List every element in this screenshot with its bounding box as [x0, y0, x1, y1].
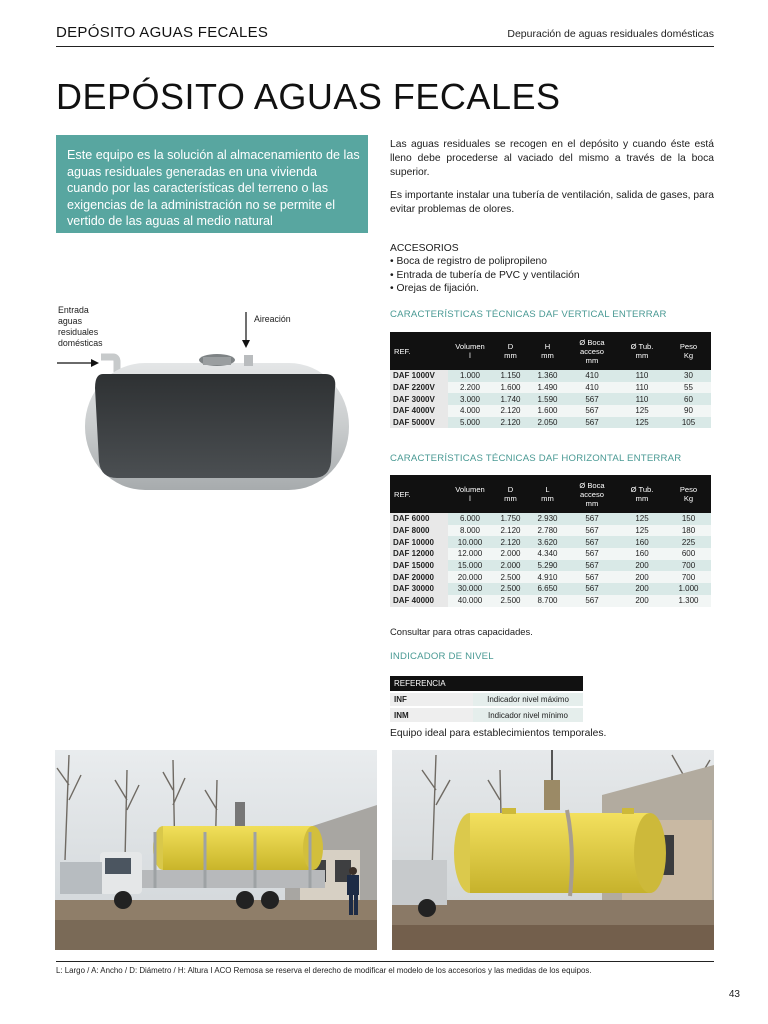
- tank-illustration: [55, 300, 355, 500]
- cell-value: 20.000: [448, 571, 492, 583]
- cell-value: 1.000: [448, 370, 492, 382]
- list-item: • Boca de registro de polipropileno: [390, 255, 714, 269]
- cell-value: 1.590: [529, 393, 566, 405]
- cell-value: 2.930: [529, 513, 566, 525]
- cell-value: 410: [566, 382, 618, 394]
- cell-value: 150: [666, 513, 711, 525]
- cell-value: 125: [618, 417, 666, 429]
- accessories-title: ACCESORIOS: [390, 243, 459, 254]
- cell-value: 567: [566, 393, 618, 405]
- cell-value: 125: [618, 525, 666, 537]
- cell-value: 2.120: [492, 417, 529, 429]
- cell-value: 1.750: [492, 513, 529, 525]
- table-row: [390, 513, 711, 525]
- cell-value: 200: [618, 583, 666, 595]
- cell-value: 4.340: [529, 548, 566, 560]
- cell-value: 1.740: [492, 393, 529, 405]
- horizontal-specs-table: REF. Volumen l D mm L mm Ø Boca acceso mm Ø Tub. mm Peso Kg DAF 6000 6.000 1.750 2.930 567 125 150 DAF 8000 8.000 2.120 2.780 567 125 180 DAF 10000 10.000 2.120 3.620 567 160 225 DAF 12000 12.000 2.000 4.340 567 160 600 DAF 15000 15.000 2.000 5.290 567 200 700 DAF 20000 20.000 2.500 4.910 567 200 700 DAF 30000 30.000 2.500 6.650 567 200 1.000 DAF 40000 40.000 2.500 8.700 567 200 1.300: [390, 475, 711, 607]
- table-row: [390, 382, 711, 394]
- cell-ref: DAF 15000: [390, 560, 448, 572]
- cell-value: 110: [618, 370, 666, 382]
- col-referencia: REFERENCIA: [390, 676, 473, 692]
- cell-value: 160: [618, 536, 666, 548]
- cell-value: 125: [618, 405, 666, 417]
- cell-value: 30.000: [448, 583, 492, 595]
- table-row: [390, 560, 711, 572]
- cell-value: 4.910: [529, 571, 566, 583]
- cell-value: 700: [666, 571, 711, 583]
- cell-value: 410: [566, 370, 618, 382]
- table-row: [390, 370, 711, 382]
- cell-value: 567: [566, 536, 618, 548]
- cell-value: 5.290: [529, 560, 566, 572]
- list-item: • Orejas de fijación.: [390, 282, 714, 296]
- cell-value: 2.120: [492, 525, 529, 537]
- cell-value: 567: [566, 595, 618, 607]
- cell-value: 8.700: [529, 595, 566, 607]
- cell-value: 567: [566, 560, 618, 572]
- table-row: INM Indicador nivel mínimo: [390, 707, 583, 722]
- table-row: [390, 525, 711, 537]
- cell-value: 200: [618, 560, 666, 572]
- table-row: [390, 595, 711, 607]
- table-row: [390, 417, 711, 429]
- cell-value: 4.000: [448, 405, 492, 417]
- cell-ref: DAF 5000V: [390, 417, 448, 429]
- level-indicator-title: INDICADOR DE NIVEL: [390, 651, 494, 662]
- cell-value: 200: [618, 595, 666, 607]
- cell-ref: DAF 6000: [390, 513, 448, 525]
- vertical-table-title: CARACTERÍSTICAS TÉCNICAS DAF VERTICAL ENTERRAR: [390, 309, 667, 320]
- cell-ref: DAF 12000: [390, 548, 448, 560]
- cell-value: 55: [666, 382, 711, 394]
- cell-ref: DAF 30000: [390, 583, 448, 595]
- photo-truck-transport: [55, 750, 377, 950]
- cell-value: 2.500: [492, 571, 529, 583]
- cell-value: 6.000: [448, 513, 492, 525]
- cell-value: 6.650: [529, 583, 566, 595]
- list-item: • Entrada de tubería de PVC y ventilación: [390, 269, 714, 283]
- cell-value: 12.000: [448, 548, 492, 560]
- cell-value: 567: [566, 417, 618, 429]
- cell-value: 180: [666, 525, 711, 537]
- cell-value: 2.000: [492, 548, 529, 560]
- photo-tank-lifting: [392, 750, 714, 950]
- page-title: DEPÓSITO AGUAS FECALES: [56, 76, 561, 117]
- table-row: [390, 583, 711, 595]
- header-divider: [56, 46, 714, 47]
- cell-value: 1.600: [492, 382, 529, 394]
- footnote: L: Largo / A: Ancho / D: Diámetro / H: Altura I ACO Remosa se reserva el derecho de modificar el modelo de los accesorios y las medidas de los equipos.: [56, 966, 592, 975]
- table-row: [390, 536, 711, 548]
- level-note: Equipo ideal para establecimientos temporales.: [390, 728, 607, 739]
- aeration-label: Aireación: [254, 314, 291, 324]
- accessories-list: [390, 255, 714, 296]
- description-paragraph-1: Las aguas residuales se recogen en el depósito y cuando éste está lleno debe procederse al vaciado del mismo a través de la boca superior.: [390, 139, 714, 178]
- cell-value: 15.000: [448, 560, 492, 572]
- cell-value: 2.500: [492, 595, 529, 607]
- cell-value: 2.780: [529, 525, 566, 537]
- cell-value: 2.500: [492, 583, 529, 595]
- cell-ref: DAF 8000: [390, 525, 448, 537]
- cell-value: 567: [566, 583, 618, 595]
- cell-value: 1.000: [666, 583, 711, 595]
- intro-box: [56, 135, 368, 233]
- cell-value: 567: [566, 405, 618, 417]
- cell-value: 5.000: [448, 417, 492, 429]
- cell-ref: DAF 2200V: [390, 382, 448, 394]
- horizontal-table-title: CARACTERÍSTICAS TÉCNICAS DAF HORIZONTAL ENTERRAR: [390, 453, 682, 464]
- cell-value: 2.050: [529, 417, 566, 429]
- cell-value: 1.150: [492, 370, 529, 382]
- cell-value: 90: [666, 405, 711, 417]
- cell-value: 567: [566, 548, 618, 560]
- page-number: 43: [728, 989, 740, 1000]
- cell-ref: DAF 1000V: [390, 370, 448, 382]
- cell-value: 1.490: [529, 382, 566, 394]
- description-paragraph-2: Es importante instalar una tubería de ventilación, salida de gases, para evitar problemas de olores.: [390, 190, 714, 215]
- cell-value: 567: [566, 513, 618, 525]
- cell-value: 3.620: [529, 536, 566, 548]
- cell-value: 2.120: [492, 536, 529, 548]
- cell-value: 1.600: [529, 405, 566, 417]
- cell-value: 40.000: [448, 595, 492, 607]
- cell-value: 567: [566, 525, 618, 537]
- cell-value: 600: [666, 548, 711, 560]
- cell-value: 60: [666, 393, 711, 405]
- header-category: Depuración de aguas residuales domésticas: [507, 28, 714, 40]
- cell-ref: DAF 3000V: [390, 393, 448, 405]
- cell-value: 225: [666, 536, 711, 548]
- cell-value: 2.200: [448, 382, 492, 394]
- intro-text: Este equipo es la solución al almacenamiento de las aguas residuales generadas en una vivienda cuando por las características del terreno o las exigencias de la administración no se permite el vertido de las aguas al medio natural: [67, 148, 360, 228]
- table-row: INF Indicador nivel máximo: [390, 692, 583, 707]
- table-row: [390, 548, 711, 560]
- cell-ref: DAF 10000: [390, 536, 448, 548]
- cell-value: 700: [666, 560, 711, 572]
- footer-divider: [56, 961, 714, 962]
- cell-value: 8.000: [448, 525, 492, 537]
- tank-cutaway: [95, 374, 335, 478]
- header-section-title: DEPÓSITO AGUAS FECALES: [56, 24, 269, 41]
- cell-value: 160: [618, 548, 666, 560]
- cell-value: 125: [618, 513, 666, 525]
- cell-ref: DAF 40000: [390, 595, 448, 607]
- inlet-pipe: [101, 357, 117, 372]
- cell-ref: DAF 4000V: [390, 405, 448, 417]
- table-row: [390, 393, 711, 405]
- cell-ref: DAF 20000: [390, 571, 448, 583]
- cell-value: 567: [566, 571, 618, 583]
- table-row: [390, 571, 711, 583]
- cell-value: 1.300: [666, 595, 711, 607]
- cell-value: 3.000: [448, 393, 492, 405]
- cell-value: 1.360: [529, 370, 566, 382]
- inlet-label: Entrada aguas residuales domésticas: [58, 305, 103, 348]
- cell-value: 105: [666, 417, 711, 429]
- col-ref: REF.: [390, 332, 448, 370]
- cell-value: 110: [618, 382, 666, 394]
- cell-value: 10.000: [448, 536, 492, 548]
- vent-pipe: [244, 355, 253, 366]
- col-ref: REF.: [390, 475, 448, 513]
- vertical-specs-table: REF. Volumen l D mm H mm Ø Boca acceso mm Ø Tub. mm Peso Kg DAF 1000V 1.000 1.150 1.360 410 110 30 DAF 2200V 2.200 1.600 1.490 410 110 55 DAF 3000V 3.000 1.740 1.590 567 110 60 DAF 4000V 4.000 2.120 1.600 567 125 90 DAF 5000V 5.000 2.120 2.050 567 125 105: [390, 332, 711, 428]
- cell-value: 110: [618, 393, 666, 405]
- consult-note: Consultar para otras capacidades.: [390, 626, 533, 637]
- cell-value: 2.120: [492, 405, 529, 417]
- table-row: [390, 405, 711, 417]
- cell-value: 200: [618, 571, 666, 583]
- cell-value: 2.000: [492, 560, 529, 572]
- level-indicator-table: [390, 676, 583, 722]
- cell-value: 30: [666, 370, 711, 382]
